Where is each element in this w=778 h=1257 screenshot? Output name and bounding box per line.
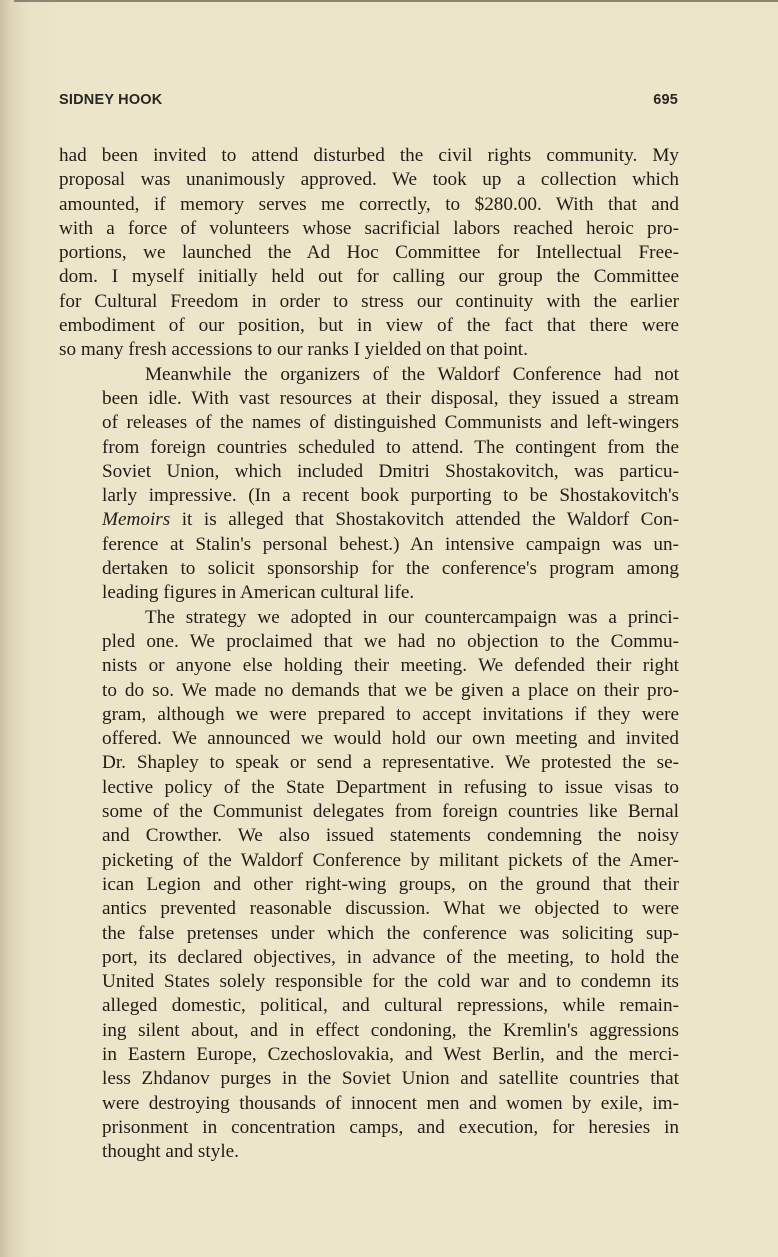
text-line: nists or anyone else holding their meeting. We defended their right	[102, 655, 679, 677]
text-line: amounted, if memory serves me correctly, to $280.00. With that and	[59, 193, 679, 215]
paragraph	[59, 144, 679, 363]
text-line: The strategy we adopted in our countercampaign was a princi-	[145, 606, 679, 628]
text-line: antics prevented reasonable discussion. What we objected to were	[102, 898, 679, 920]
text-line: been idle. With vast resources at their disposal, they issued a stream	[102, 387, 679, 409]
text-line: Soviet Union, which included Dmitri Shostakovitch, was particu-	[102, 460, 679, 482]
text-line: ican Legion and other right-wing groups, on the ground that their	[102, 873, 679, 895]
text-line: gram, although we were prepared to accept invitations if they were	[102, 703, 679, 725]
text-line: less Zhdanov purges in the Soviet Union and satellite countries that	[102, 1068, 679, 1090]
text-line: larly impressive. (In a recent book purporting to be Shostakovitch's	[102, 485, 679, 507]
text-line: for Cultural Freedom in order to stress our continuity with the earlier	[59, 290, 679, 312]
text-line: to do so. We made no demands that we be given a place on their pro-	[102, 679, 679, 701]
running-head	[59, 92, 678, 114]
text-line: picketing of the Waldorf Conference by militant pickets of the Amer-	[102, 849, 679, 871]
text-line: proposal was unanimously approved. We took up a collection which	[59, 169, 679, 191]
running-head-author: SIDNEY HOOK	[59, 92, 163, 108]
text-line: portions, we launched the Ad Hoc Committee for Intellectual Free-	[59, 242, 679, 264]
text-line: dertaken to solicit sponsorship for the conference's program among	[102, 558, 679, 580]
text-line: thought and style.	[102, 1141, 239, 1163]
text-line: the false pretenses under which the conference was soliciting sup-	[102, 922, 679, 944]
text-line: leading figures in American cultural life.	[102, 582, 415, 604]
text-line: port, its declared objectives, in advance of the meeting, to hold the	[102, 946, 679, 968]
text-line: Meanwhile the organizers of the Waldorf Conference had not	[145, 363, 679, 385]
text-line: dom. I myself initially held out for calling our group the Committee	[59, 266, 679, 288]
text-line: in Eastern Europe, Czechoslovakia, and West Berlin, and the merci-	[102, 1043, 679, 1065]
text-line: some of the Communist delegates from foreign countries like Bernal	[102, 801, 679, 823]
text-line: ing silent about, and in effect condoning, the Kremlin's aggressions	[102, 1019, 679, 1041]
text-line: United States solely responsible for the cold war and to condemn its	[102, 971, 679, 993]
text-line: Memoirs it is alleged that Shostakovitch attended the Waldorf Con-	[102, 509, 679, 531]
text-line: so many fresh accessions to our ranks I yielded on that point.	[59, 339, 528, 361]
top-edge-rule	[14, 0, 778, 2]
page-number: 695	[653, 92, 678, 108]
text-line: alleged domestic, political, and cultural repressions, while remain-	[102, 995, 679, 1017]
text-line: with a force of volunteers whose sacrificial labors reached heroic pro-	[59, 217, 679, 239]
text-line: prisonment in concentration camps, and execution, for heresies in	[102, 1116, 679, 1138]
text-line: ference at Stalin's personal behest.) An intensive campaign was un-	[102, 533, 679, 555]
text-line: Dr. Shapley to speak or send a representative. We protested the se-	[102, 752, 679, 774]
text-line: were destroying thousands of innocent men and women by exile, im-	[102, 1092, 679, 1114]
paragraph	[59, 363, 679, 606]
text-line: pled one. We proclaimed that we had no objection to the Commu-	[102, 630, 679, 652]
text-line: had been invited to attend disturbed the civil rights community. My	[59, 145, 679, 166]
text-line: offered. We announced we would hold our own meeting and invited	[102, 728, 679, 750]
body-text	[59, 144, 679, 1164]
text-line: from foreign countries scheduled to attend. The contingent from the	[102, 436, 679, 458]
italic-title: Memoirs	[102, 509, 171, 531]
text-line: embodiment of our position, but in view of the fact that there were	[59, 315, 679, 337]
text-line: of releases of the names of distinguished Communists and left-wingers	[102, 412, 679, 434]
paragraph	[59, 606, 679, 1165]
text-line: and Crowther. We also issued statements condemning the noisy	[102, 825, 679, 847]
text-line: lective policy of the State Department in refusing to issue visas to	[102, 776, 679, 798]
